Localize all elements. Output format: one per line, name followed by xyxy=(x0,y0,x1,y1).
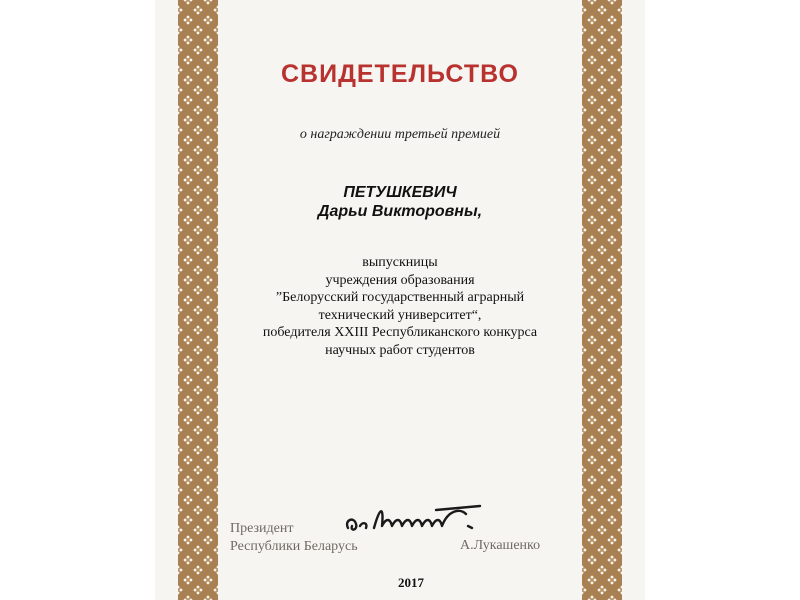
description-line: ”Белорусский государственный аграрный xyxy=(275,290,525,305)
description-line: научных работ студентов xyxy=(325,342,475,358)
signatory-title-line: Республики Беларусь xyxy=(230,539,358,554)
description-line: технический университет“, xyxy=(318,307,482,323)
description-line: победителя XXIII Республиканского конкурса xyxy=(262,325,538,340)
signatory-title-line: Президент xyxy=(230,521,294,536)
signatory-title xyxy=(230,520,358,556)
award-description xyxy=(220,254,580,359)
signatory-name: А.Лукашенко xyxy=(460,538,541,553)
handwritten-signature xyxy=(340,500,490,540)
certificate-title: СВИДЕТЕЛЬСТВО xyxy=(281,60,519,88)
description-line: выпускницы xyxy=(362,255,438,270)
description-line: учреждения образования xyxy=(325,272,475,288)
recipient-surname: ПЕТУШКЕВИЧ xyxy=(343,184,457,201)
recipient-given-name: Дарьи Викторовны, xyxy=(317,203,483,220)
right-ornament-border xyxy=(582,0,622,600)
left-ornament-border xyxy=(178,0,218,600)
certificate-year: 2017 xyxy=(398,575,424,590)
certificate-subtitle: о награждении третьей премией xyxy=(299,127,501,142)
